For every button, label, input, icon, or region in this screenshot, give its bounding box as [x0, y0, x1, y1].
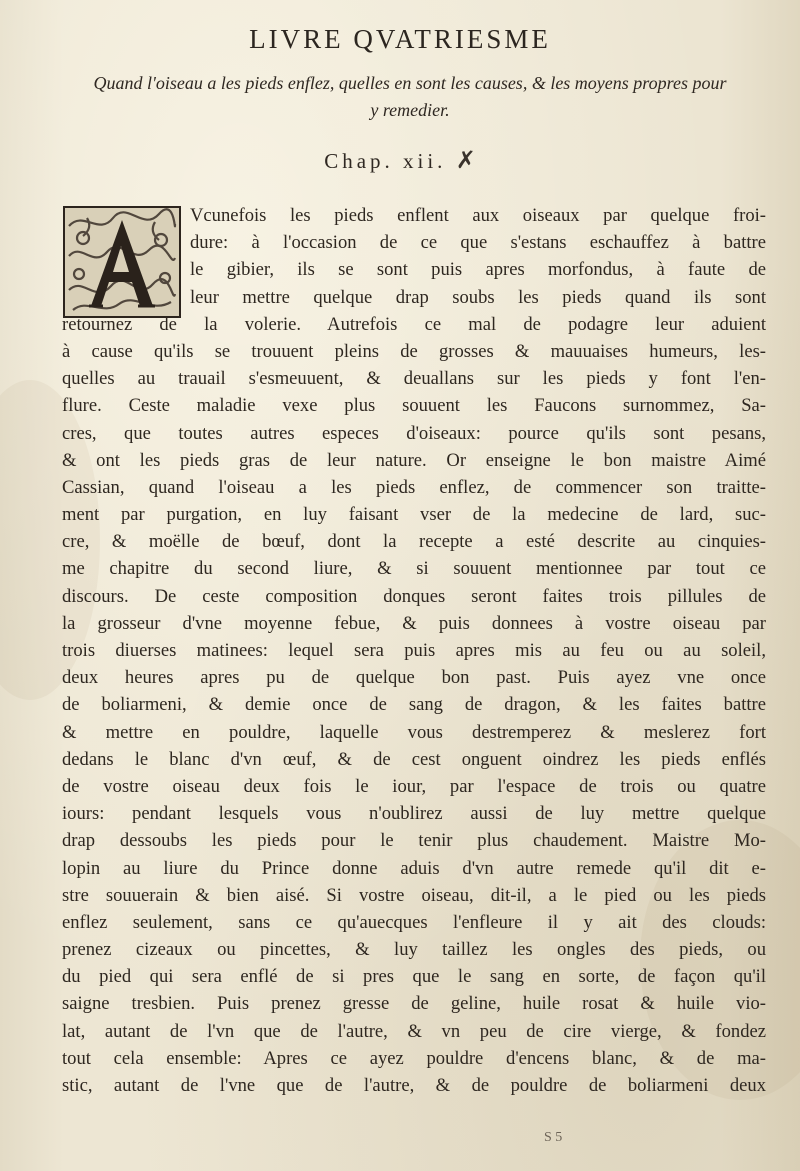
text-line: & mettre en pouldre, laquelle vous destremperez & meslerez fort: [62, 721, 766, 743]
text-line: prenez cizeaux ou pincettes, & luy taillez les ongles des pieds, ou: [62, 939, 766, 961]
text-line: du pied qui sera enflé de si pres que le sang en sorte, de façon qu'il: [62, 966, 766, 988]
text-line: stic, autant de l'vne que de l'autre, & de pouldre de boliarmeni deux: [62, 1075, 766, 1096]
running-head: LIVRE QVATRIESME: [249, 24, 551, 54]
text-line: enflez seulement, sans ce qu'auecques l'enfleure il y ait des clouds:: [62, 911, 766, 933]
signature-mark: S 5: [544, 1130, 563, 1145]
text-line: leur mettre quelque drap soubs les pieds quand ils sont: [190, 286, 766, 308]
text-line: cre, & moëlle de bœuf, dont la recepte a esté descrite au cinquies-: [62, 531, 766, 553]
text-line: me chapitre du second liure, & si souuent mentionnee par tout ce: [62, 558, 766, 580]
text-line: quelles au trauail s'esmeuuent, & deuallans sur les pieds y font l'en-: [62, 368, 766, 390]
text-line: le gibier, ils se sont puis apres morfondus, à faute de: [190, 259, 766, 281]
text-line: flure. Ceste maladie vexe plus souuent les Faucons surnommez, Sa-: [62, 395, 766, 417]
body-text: [62, 202, 766, 1099]
text-line: & ont les pieds gras de leur nature. Or enseigne le bon maistre Aimé: [62, 449, 766, 471]
text-line: de vostre oiseau deux fois le iour, par l'espace de trois ou quatre: [62, 775, 766, 797]
text-line: iours: pendant lesquels vous n'oublirez aussi de luy mettre quelque: [62, 803, 766, 825]
text-line: discours. De ceste composition donques seront faites trois pillules de: [62, 585, 766, 607]
chapter-heading: [0, 146, 800, 174]
text-line: la grosseur d'vne moyenne febue, & puis donnees à vostre oiseau par: [62, 612, 766, 634]
text-line: dedans le blanc d'vn œuf, & de cest onguent oindrez les pieds enflés: [62, 748, 766, 770]
text-line: deux heures apres pu de quelque bon past. Puis ayez vne once: [62, 667, 766, 689]
text-line: lopin au liure du Prince donne aduis d'vn autre remede qu'il dit e-: [62, 857, 766, 879]
text-line: de boliarmeni, & demie once de sang de dragon, & les faites battre: [62, 694, 766, 716]
text-line: drap dessoubs les pieds pour le tenir plus chaudement. Maistre Mo-: [62, 830, 766, 852]
text-line: Vcunefois les pieds enflent aux oiseaux par quelque froi-: [190, 205, 766, 226]
chapter-number: Chap. xii.: [324, 149, 447, 173]
text-line: dure: à l'occasion de ce que s'estans eschauffez à battre: [190, 232, 766, 254]
text-line: Cassian, quand l'oiseau a les pieds enflez, de commencer son traitte-: [62, 476, 766, 498]
text-line: lat, autant de l'vn que de l'autre, & vn peu de cire vierge, & fondez: [62, 1020, 766, 1042]
text-line: cres, que toutes autres especes d'oiseaux: pource qu'ils sont pesans,: [62, 422, 766, 444]
chapter-title: Quand l'oiseau a les pieds enflez, quelles en sont les causes, & les moyens propres pour y remedier.: [93, 73, 727, 120]
text-line: stre souuerain & bien aisé. Si vostre oiseau, dit-il, a le pied ou les pieds: [62, 884, 766, 906]
text-line: à cause qu'ils se trouuent pleins de grosses & mauuaises humeurs, les-: [62, 340, 766, 362]
text-line: trois diuerses matinees: lequel sera puis apres mis au feu ou au soleil,: [62, 640, 766, 661]
text-line: saigne tresbien. Puis prenez gresse de geline, huile rosat & huile vio-: [62, 993, 766, 1015]
chapter-mark: ✗: [455, 146, 476, 174]
text-line: tout cela ensemble: Apres ce ayez pouldre d'encens blanc, & de ma-: [62, 1047, 766, 1069]
text-line: retournez de la volerie. Autrefois ce mal de podagre leur aduient: [62, 313, 766, 335]
text-line: ment par purgation, en luy faisant vser de la medecine de lard, suc-: [62, 504, 766, 526]
